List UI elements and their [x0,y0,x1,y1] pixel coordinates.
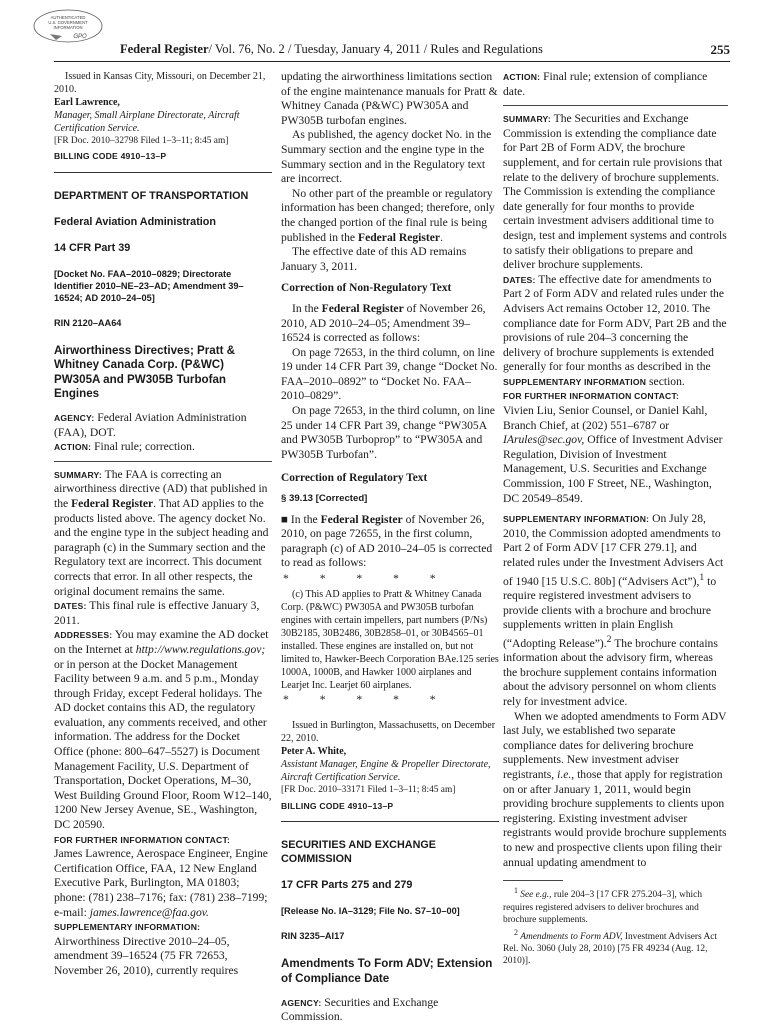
supplementary-field [503,512,728,709]
footnote-number: 2 [514,927,518,937]
action-field [54,440,272,455]
federal-register-ref: Federal Register [357,230,441,244]
paragraph: On page 72653, in the third column, on line 25 under 14 CFR Part 39, change “PW305A and PW305B Turboprop” to “PW305A and PW305B Turbofan”. [281,404,495,461]
dates-text: The effective date for amendments to Part 2 of Form ADV and related rules under the Advisers Act remains October 12, 2010. The compliance date for Form ADV, Part 2B and the provisions of rule 204–3 concerning the delivery of brochure supplements is extended generally for four months as described in the [503,272,727,374]
issued-location: Issued in Kansas City, Missouri, on December 21, 2010. [54,71,266,95]
regulations-gov-link[interactable]: http://www.regulations.gov; [135,642,266,656]
paragraph-end: . [440,230,443,244]
action-field [503,70,728,99]
footnote-ref-1[interactable]: 1 [699,571,705,583]
paragraph-text: No other part of the preamble or regulatory information has been changed; therefore, only the changed portion of the final rule is being published in the [281,186,495,244]
addresses-field [54,628,272,832]
cfr-part: 17 CFR Parts 275 and 279 [281,879,413,892]
dates-field [54,599,272,628]
agency-heading: SECURITIES AND EXCHANGE COMMISSION [281,839,436,866]
dates-supplementary-ref: SUPPLEMENTARY INFORMATION [503,376,647,387]
supplementary-field [54,920,272,978]
heading-non-regulatory: Correction of Non-Regulatory Text [281,282,452,295]
agency-label: AGENCY: [54,413,95,423]
contact-text-end: Office of Investment Adviser Regulation, Division of Investment Management, U.S. Securities and Exchange Commission, 100 F Street, NE., Washington, DC 20549–8549. [503,433,723,505]
logo-line-4: GPO [73,34,87,40]
action-label: ACTION: [503,72,541,82]
supplementary-text-3: The brochure contains information about the advisory firm, whereas the brochure supplement contains information about the advisory personnel on whom clients rely for investment advice. [503,636,718,709]
logo-line-1: AUTHENTICATED [50,15,86,20]
supplementary-text: On July 28, 2010, the Commission adopted amendments to Part 2 of Form ADV [17 CFR 279.1], and related rules under the Investment Advisers Act of 1940 [15 U.S.C. 80b] (“Advisers Act”), [503,512,724,588]
divider [54,172,272,173]
footnote-text: Investment Advisers Act Rel. No. 3060 (July 28, 2010) [75 FR 49234 (Aug. 12, 2010)]. [503,931,718,967]
header-publication: Federal Register [120,42,209,56]
column-3 [503,70,728,968]
header-title [120,42,543,57]
header-issue: / Vol. 76, No. 2 / Tuesday, January 4, 2011 / Rules and Regulations [208,42,543,56]
contact-label: FOR FURTHER INFORMATION CONTACT: [503,391,680,402]
agency-field [281,996,499,1025]
logo-line-3: INFORMATION [53,25,83,30]
logo-line-2: U.S. GOVERNMENT [48,20,88,25]
docket-number: [Release No. IA–3129; File No. S7–10–00] [281,905,460,916]
paragraph: On page 72653, in the third column, on line 19 under 14 CFR Part 39, change “Docket No. FAA–2010–0892” to “Docket No. FAA–2010–0829”. [281,345,498,403]
summary-text: The FAA is correcting an airworthiness directive (AD) that published in the [54,467,268,510]
administration-heading: Federal Aviation Administration [54,216,216,228]
contact-email-link[interactable]: james.lawrence@faa.gov. [89,905,209,919]
supplementary-text-2: to require registered investment advisers to provide clients with a brochure and brochure supplements written in plain English (“Adopting Release”). [503,574,717,650]
docket-number: [Docket No. FAA–2010–0829; Directorate Identifier 2010–NE–23–AD; Amendment 39–16524; AD 2010–24–05] [54,268,244,303]
ellipsis-stars: * * * * * [283,572,450,585]
footnote-see: See e.g., [520,890,552,901]
dates-field [503,273,728,390]
paragraph-end: of November 26, 2010, on page 72655, in the first column, paragraph (c) of AD 2010–24–05 is corrected to read as follows: [281,512,493,570]
paragraph-text: When we adopted amendments to Form ADV last July, we established two separate compliance dates for delivering brochure supplements. New investment adviser registrants, [503,709,727,782]
issued-location: Issued in Burlington, Massachusetts, on December 22, 2010. [281,720,496,745]
federal-register-ref: Federal Register [321,301,404,315]
header-rule [54,61,730,62]
dates-text-end: section. [649,374,685,388]
action-text: Final rule; extension of compliance date. [503,70,708,98]
action-text: Final rule; correction. [94,440,195,454]
rule-subject: Amendments To Form ADV; Extension of Compliance Date [281,957,493,985]
footnote-ref-2[interactable]: 2 [606,633,612,645]
dates-label: DATES: [503,274,536,285]
department-heading: DEPARTMENT OF TRANSPORTATION [54,190,249,202]
rule-subject: Airworthiness Directives; Pratt & Whitney Canada Corp. (P&WC) PW305A and PW305B Turbofan Engines [54,344,236,400]
divider [54,461,272,462]
paragraph: updating the airworthiness limitations section of the engine maintenance manuals for Pratt & Whitney Canada (P&WC) PW305A and PW305B turbofan engines. [281,70,498,127]
gpo-authenticated-seal-icon [32,8,104,44]
summary-label: SUMMARY: [54,469,102,480]
summary-federal-register: Federal Register [71,496,154,510]
ie-abbrev: i.e., [557,768,575,782]
summary-text-end: . That AD applies to the products listed above. The agency docket No. and the engine type in the subject heading and paragraph (c) in the Summary section and the Regulatory text are incorrect. This document corrects that error. In all other respects, the original document remains the same. [54,496,269,598]
column-1 [54,70,272,979]
agency-text: Federal Aviation Administration (FAA), DOT. [54,411,247,439]
summary-label: SUMMARY: [503,114,551,125]
divider [503,105,728,106]
paragraph [503,710,728,871]
summary-field [503,112,728,273]
signer-title: Assistant Manager, Engine & Propeller Directorate, Aircraft Certification Service. [281,759,491,784]
footnote-rule [503,880,563,881]
agency-field [54,411,272,440]
section-heading: § 39.13 [Corrected] [281,493,368,505]
contact-text: Vivien Liu, Senior Counsel, or Daniel Kahl, Branch Chief, at (202) 551–6787 or [503,404,708,432]
action-label: ACTION: [54,442,92,453]
billing-code: BILLING CODE 4910–13–P [54,151,167,162]
addresses-label: ADDRESSES: [54,630,113,641]
footnote-title: Amendments to Form ADV, [520,931,623,942]
signer-title: Manager, Small Airplane Directorate, Aircraft Certification Service. [54,110,240,134]
cfr-part: 14 CFR Part 39 [54,242,131,254]
fr-doc: [FR Doc. 2010–32798 Filed 1–3–11; 8:45 am] [54,136,229,146]
signer-name: Peter A. White, [281,746,347,758]
heading-regulatory: Correction of Regulatory Text [281,472,428,485]
paragraph-text: In the [290,512,318,526]
federal-register-ref: Federal Register [320,512,403,526]
paragraph [281,302,499,346]
summary-text: The Securities and Exchange Commission is extending the compliance date for Part 2B of Form ADV, the brochure supplement, and for certain rule provisions that relate to the delivery of brochure supplements. The Commission is extending the compliance date generally for four months to provide certain investment advisers additional time to design, test and implement systems and controls to satisfy their obligations to prepare and deliver brochure supplements. [503,112,727,272]
dates-text: This final rule is effective January 3, 2011. [54,599,260,627]
dates-label: DATES: [54,601,87,612]
paragraph: As published, the agency docket No. in the Summary section and the engine type in the Summary section and in the Regulatory text are incorrect. [281,128,492,186]
footnote-2 [503,927,728,968]
regulatory-paragraph-c: (c) This AD applies to Pratt & Whitney Canada Corp. (P&WC) PW305A and PW305B turbofan engines with certain impellers, part numbers (P/Ns) 30B2185, 30B2486, 30B2858–01, or 30B4565–01 installed. These engines are installed on, but not limited to, Hawker-Beech Corporation BAe.125 series 1000A, 1000B, and Hawker 1000 airplanes and Learjet Inc. Learjet 60 airplanes. [281,588,499,691]
footnote-number: 1 [514,886,518,896]
supplementary-text: Airworthiness Directive 2010–24–05, amendment 39–16524 (75 FR 72653, November 26, 2010), currently requires [54,934,239,977]
ellipsis-stars: * * * * * [283,692,450,706]
rin-number: RIN 3235–AI17 [281,930,345,941]
rin-number: RIN 2120–AA64 [54,317,122,328]
billing-code: BILLING CODE 4910–13–P [281,800,394,811]
column-2 [281,70,499,1025]
agency-label: AGENCY: [281,997,322,1008]
supplementary-label: SUPPLEMENTARY INFORMATION: [54,922,201,933]
contact-email-link[interactable]: IArules@sec.gov, [503,433,585,447]
divider [281,821,499,822]
summary-field [54,468,272,599]
paragraph-end: of November 26, 2010, AD 2010–24–05; Amendment 39–16524 is corrected as follows: [281,301,486,345]
page-number: 255 [710,42,730,57]
bullet-icon: ■ [281,512,289,526]
contact-field [54,833,272,921]
gpo-authenticated-logo [32,8,104,44]
running-header [120,42,730,58]
paragraph-text: In the [292,301,319,315]
contact-text: James Lawrence, Aerospace Engineer, Engine Certification Office, FAA, 12 New England Executive Park, Burlington, MA 01803; phone: (781) 238–7176; fax: (781) 238–7199; e-mail: [54,847,268,919]
fr-doc: [FR Doc. 2010–33171 Filed 1–3–11; 8:45 am] [281,785,456,796]
paragraph-end: those that apply for registration on or after January 1, 2011, would begin providing brochure supplements to clients upon registering. Existing investment adviser registrants would provide brochure supplements to new and prospective clients upon filing their annual updating amendment to [503,768,727,869]
signer-name: Earl Lawrence, [54,97,120,108]
contact-label: FOR FURTHER INFORMATION CONTACT: [54,834,231,845]
agency-text: Securities and Exchange Commission. [281,995,439,1024]
paragraph [281,513,499,571]
supplementary-label: SUPPLEMENTARY INFORMATION: [503,514,650,525]
contact-field [503,389,728,506]
addresses-text: You may examine the AD docket on the Internet at [54,628,269,656]
addresses-text-end: or in person at the Docket Management Facility between 9 a.m. and 5 p.m., Monday through Friday, except Federal holidays. The AD docket contains this AD, the regulatory evaluation, any comments received, and other information. The address for the Docket Office (phone: 800–647–5527) is Document Management Facility, U.S. Department of Transportation, Docket Operations, M–30, West Building Ground Floor, Room W12–140, 1200 New Jersey Avenue, SE., Washington, DC 20590. [54,657,272,832]
paragraph: The effective date of this AD remains January 3, 2011. [281,245,467,273]
footnote-text: rule 204–3 [17 CFR 275.204–3], which requires registered advisers to deliver brochures and brochure supplements. [503,890,703,926]
footnote-1 [503,885,728,926]
paragraph [281,187,499,245]
